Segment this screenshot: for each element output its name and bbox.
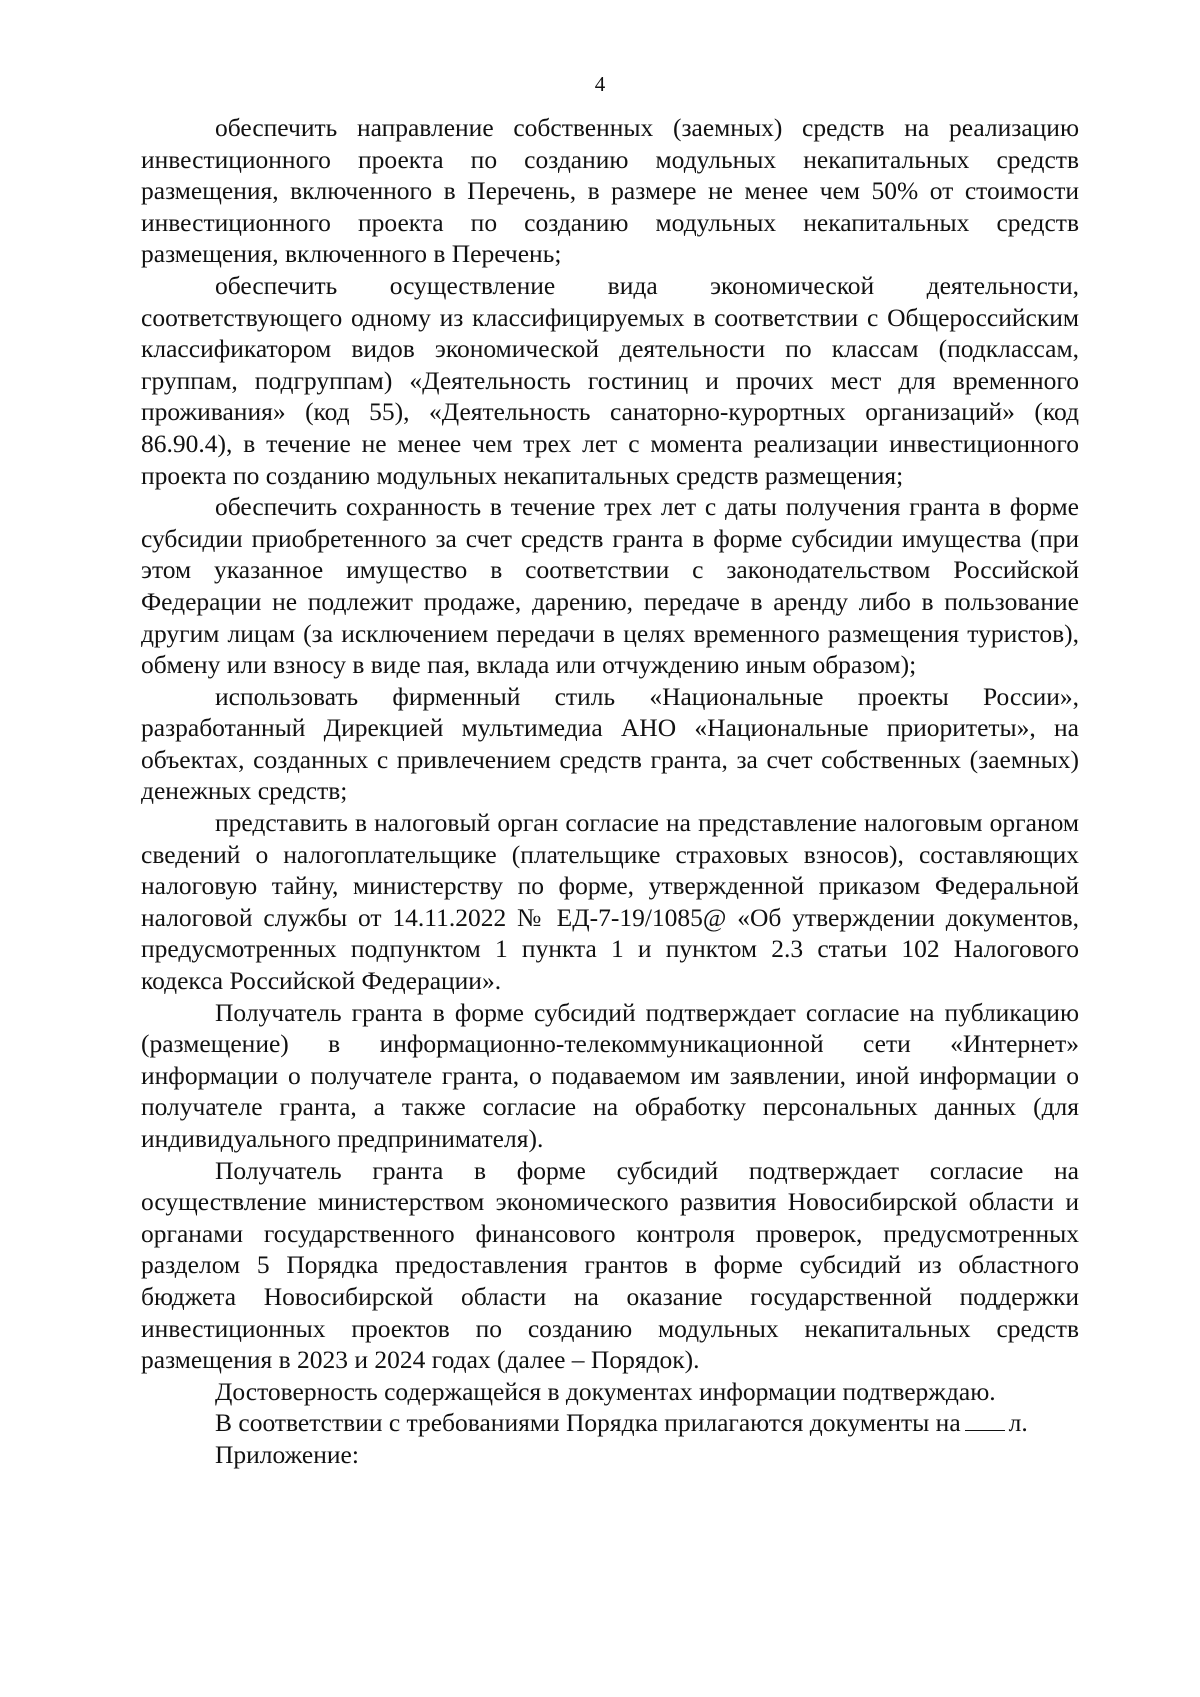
paragraph-property-preservation: обеспечить сохранность в течение трех лет с даты получения гранта в форме субсидии приобретенного за счет средств гранта в форме субсидии имущества (при этом указанное имущество в соответствии с законодательством Российской Федерации не подлежит продаже, дарению, передаче в аренду либо в пользование другим лицам (за исключением передачи в целях временного размещения туристов), обмену или взносу в виде пая, вклада или отчуждению иным образом); [141, 492, 1079, 680]
attachment-label: Приложение: [215, 1439, 359, 1469]
paragraph-documents-count [141, 1407, 1079, 1439]
documents-count-text: В соответствии с требованиями Порядка прилагаются документы на [215, 1408, 961, 1438]
paragraph-inspection-consent: Получатель гранта в форме субсидий подтверждает согласие на осуществление министерством экономического развития Новосибирской области и органами государственного финансового контроля проверок, предусмотренных разделом 5 Порядка предоставления грантов в форме субсидий из областного бюджета Новосибирской области на оказание государственной поддержки инвестиционных проектов по созданию модульных некапитальных средств размещения в 2023 и 2024 годах (далее – Порядок). [141, 1155, 1079, 1375]
sheets-unit: л. [1008, 1408, 1028, 1438]
document-body [141, 112, 1079, 1471]
paragraph-economic-activity: обеспечить осуществление вида экономической деятельности, соответствующего одному из классифицируемых в соответствии с Общероссийским классификатором видов экономической деятельности по классам (подклассам, группам, подгруппам) «Деятельность гостиниц и прочих мест для временного проживания» (код 55), «Деятельность санаторно-курортных организаций» (код 86.90.4), в течение не менее чем трех лет с момента реализации инвестиционного проекта по созданию модульных некапитальных средств размещения; [141, 270, 1079, 490]
paragraph-reliability: Достоверность содержащейся в документах информации подтверждаю. [215, 1376, 996, 1406]
sheets-count-blank [965, 1410, 1005, 1431]
paragraph-tax-consent: представить в налоговый орган согласие на представление налоговым органом сведений о налогоплательщике (плательщике страховых взносов), составляющих налоговую тайну, министерству по форме, утвержденной приказом Федеральной налоговой службы от 14.11.2022 № ЕД-7-19/1085@ «Об утверждении документов, предусмотренных подпунктом 1 пункта 1 и пунктом 2.3 статьи 102 Налогового кодекса Российской Федерации». [141, 808, 1079, 996]
paragraph-own-funds: обеспечить направление собственных (заемных) средств на реализацию инвестиционного проекта по созданию модульных некапитальных средств размещения, включенного в Перечень, в размере не менее чем 50% от стоимости инвестиционного проекта по созданию модульных некапитальных средств размещения, включенного в Перечень; [141, 113, 1079, 269]
paragraph-corporate-style: использовать фирменный стиль «Национальные проекты России», разработанный Дирекцией мультимедиа АНО «Национальные приоритеты», на объектах, созданных с привлечением средств гранта, за счет собственных (заемных) денежных средств; [141, 681, 1079, 806]
paragraph-publication-consent: Получатель гранта в форме субсидий подтверждает согласие на публикацию (размещение) в информационно-телекоммуникационной сети «Интернет» информации о получателе гранта, о подаваемом им заявлении, иной информации о получателе гранта, а также согласие на обработку персональных данных (для индивидуального предпринимателя). [141, 997, 1079, 1153]
page-number: 4 [594, 72, 606, 96]
